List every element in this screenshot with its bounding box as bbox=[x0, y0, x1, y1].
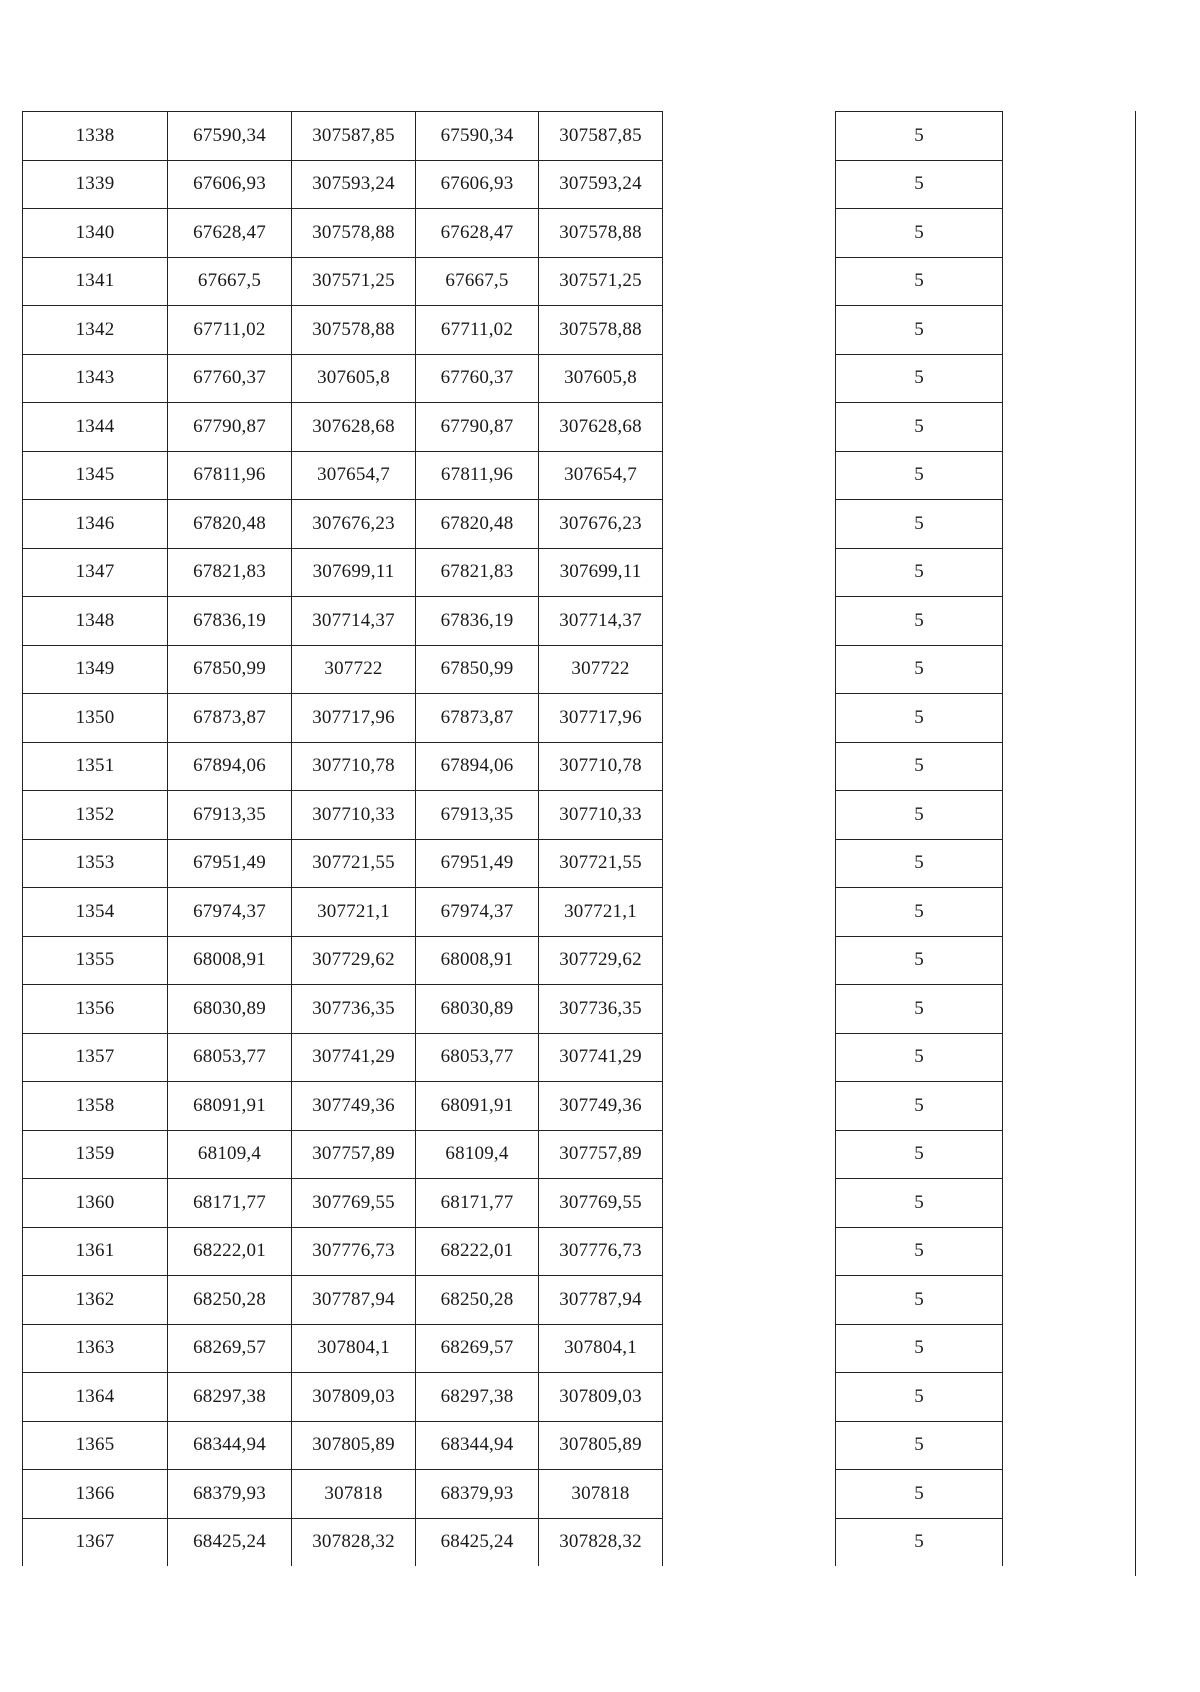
y-coordinate-repeat-cell: 307769,55 bbox=[539, 1179, 663, 1228]
point-number-cell: 1366 bbox=[23, 1470, 168, 1519]
y-coordinate-repeat-cell: 307805,89 bbox=[539, 1421, 663, 1470]
x-coordinate-cell: 68008,91 bbox=[168, 936, 292, 985]
table-row bbox=[836, 112, 1003, 161]
table-row bbox=[836, 160, 1003, 209]
point-number-cell: 1350 bbox=[23, 694, 168, 743]
table-row bbox=[23, 403, 663, 452]
table-row bbox=[23, 548, 663, 597]
table-row bbox=[23, 354, 663, 403]
x-coordinate-repeat-cell: 67711,02 bbox=[416, 306, 539, 355]
y-coordinate-cell: 307769,55 bbox=[292, 1179, 416, 1228]
table-row bbox=[23, 936, 663, 985]
y-coordinate-repeat-cell: 307804,1 bbox=[539, 1324, 663, 1373]
y-coordinate-cell: 307729,62 bbox=[292, 936, 416, 985]
table-row bbox=[836, 1082, 1003, 1131]
table-row bbox=[23, 888, 663, 937]
value-cell: 5 bbox=[836, 1324, 1003, 1373]
y-coordinate-repeat-cell: 307776,73 bbox=[539, 1227, 663, 1276]
x-coordinate-cell: 68344,94 bbox=[168, 1421, 292, 1470]
x-coordinate-repeat-cell: 68425,24 bbox=[416, 1518, 539, 1566]
table-row bbox=[23, 1373, 663, 1422]
value-cell: 5 bbox=[836, 1033, 1003, 1082]
table-row bbox=[836, 645, 1003, 694]
table-row bbox=[836, 985, 1003, 1034]
value-cell: 5 bbox=[836, 500, 1003, 549]
value-cell: 5 bbox=[836, 1470, 1003, 1519]
point-number-cell: 1357 bbox=[23, 1033, 168, 1082]
table-row bbox=[836, 1324, 1003, 1373]
y-coordinate-cell: 307818 bbox=[292, 1470, 416, 1519]
value-cell: 5 bbox=[836, 645, 1003, 694]
point-number-cell: 1339 bbox=[23, 160, 168, 209]
y-coordinate-cell: 307605,8 bbox=[292, 354, 416, 403]
y-coordinate-cell: 307578,88 bbox=[292, 209, 416, 258]
table-row bbox=[23, 451, 663, 500]
x-coordinate-repeat-cell: 67873,87 bbox=[416, 694, 539, 743]
table-row bbox=[836, 888, 1003, 937]
y-coordinate-repeat-cell: 307571,25 bbox=[539, 257, 663, 306]
y-coordinate-repeat-cell: 307818 bbox=[539, 1470, 663, 1519]
y-coordinate-cell: 307749,36 bbox=[292, 1082, 416, 1131]
value-cell: 5 bbox=[836, 257, 1003, 306]
x-coordinate-repeat-cell: 67811,96 bbox=[416, 451, 539, 500]
table-row bbox=[23, 791, 663, 840]
x-coordinate-cell: 67667,5 bbox=[168, 257, 292, 306]
y-coordinate-cell: 307721,1 bbox=[292, 888, 416, 937]
coordinates-table bbox=[22, 111, 663, 1566]
value-table bbox=[835, 111, 1003, 1566]
x-coordinate-repeat-cell: 68379,93 bbox=[416, 1470, 539, 1519]
point-number-cell: 1355 bbox=[23, 936, 168, 985]
x-coordinate-cell: 68222,01 bbox=[168, 1227, 292, 1276]
x-coordinate-repeat-cell: 67760,37 bbox=[416, 354, 539, 403]
point-number-cell: 1353 bbox=[23, 839, 168, 888]
y-coordinate-repeat-cell: 307721,1 bbox=[539, 888, 663, 937]
y-coordinate-cell: 307714,37 bbox=[292, 597, 416, 646]
table-row bbox=[23, 1227, 663, 1276]
y-coordinate-cell: 307787,94 bbox=[292, 1276, 416, 1325]
x-coordinate-repeat-cell: 67790,87 bbox=[416, 403, 539, 452]
y-coordinate-repeat-cell: 307722 bbox=[539, 645, 663, 694]
y-coordinate-repeat-cell: 307736,35 bbox=[539, 985, 663, 1034]
table-row bbox=[23, 1421, 663, 1470]
x-coordinate-cell: 67873,87 bbox=[168, 694, 292, 743]
y-coordinate-repeat-cell: 307628,68 bbox=[539, 403, 663, 452]
table-row bbox=[836, 1179, 1003, 1228]
x-coordinate-repeat-cell: 68171,77 bbox=[416, 1179, 539, 1228]
table-row bbox=[836, 1276, 1003, 1325]
y-coordinate-cell: 307805,89 bbox=[292, 1421, 416, 1470]
value-cell: 5 bbox=[836, 548, 1003, 597]
x-coordinate-cell: 68269,57 bbox=[168, 1324, 292, 1373]
y-coordinate-cell: 307676,23 bbox=[292, 500, 416, 549]
point-number-cell: 1358 bbox=[23, 1082, 168, 1131]
table-row bbox=[23, 160, 663, 209]
table-row bbox=[836, 257, 1003, 306]
point-number-cell: 1359 bbox=[23, 1130, 168, 1179]
table-row bbox=[836, 597, 1003, 646]
point-number-cell: 1365 bbox=[23, 1421, 168, 1470]
table-row bbox=[836, 694, 1003, 743]
y-coordinate-repeat-cell: 307741,29 bbox=[539, 1033, 663, 1082]
table-row bbox=[23, 112, 663, 161]
y-coordinate-cell: 307593,24 bbox=[292, 160, 416, 209]
x-coordinate-cell: 67836,19 bbox=[168, 597, 292, 646]
x-coordinate-repeat-cell: 67836,19 bbox=[416, 597, 539, 646]
y-coordinate-cell: 307571,25 bbox=[292, 257, 416, 306]
x-coordinate-repeat-cell: 68297,38 bbox=[416, 1373, 539, 1422]
table-row bbox=[836, 1033, 1003, 1082]
x-coordinate-repeat-cell: 67667,5 bbox=[416, 257, 539, 306]
value-cell: 5 bbox=[836, 985, 1003, 1034]
x-coordinate-repeat-cell: 68091,91 bbox=[416, 1082, 539, 1131]
table-row bbox=[836, 936, 1003, 985]
y-coordinate-repeat-cell: 307676,23 bbox=[539, 500, 663, 549]
y-coordinate-cell: 307776,73 bbox=[292, 1227, 416, 1276]
x-coordinate-repeat-cell: 68269,57 bbox=[416, 1324, 539, 1373]
point-number-cell: 1342 bbox=[23, 306, 168, 355]
x-coordinate-cell: 67790,87 bbox=[168, 403, 292, 452]
point-number-cell: 1338 bbox=[23, 112, 168, 161]
point-number-cell: 1361 bbox=[23, 1227, 168, 1276]
x-coordinate-cell: 67974,37 bbox=[168, 888, 292, 937]
y-coordinate-repeat-cell: 307729,62 bbox=[539, 936, 663, 985]
x-coordinate-cell: 67951,49 bbox=[168, 839, 292, 888]
point-number-cell: 1354 bbox=[23, 888, 168, 937]
point-number-cell: 1352 bbox=[23, 791, 168, 840]
table-row bbox=[23, 694, 663, 743]
x-coordinate-repeat-cell: 68222,01 bbox=[416, 1227, 539, 1276]
y-coordinate-cell: 307717,96 bbox=[292, 694, 416, 743]
table-row bbox=[23, 500, 663, 549]
x-coordinate-repeat-cell: 67606,93 bbox=[416, 160, 539, 209]
table-row bbox=[836, 451, 1003, 500]
table-row bbox=[23, 1324, 663, 1373]
y-coordinate-cell: 307809,03 bbox=[292, 1373, 416, 1422]
x-coordinate-repeat-cell: 67894,06 bbox=[416, 742, 539, 791]
y-coordinate-cell: 307710,33 bbox=[292, 791, 416, 840]
y-coordinate-cell: 307628,68 bbox=[292, 403, 416, 452]
table-row bbox=[23, 1179, 663, 1228]
table-row bbox=[23, 1033, 663, 1082]
table-row bbox=[836, 1227, 1003, 1276]
table-row bbox=[836, 791, 1003, 840]
table-row bbox=[836, 500, 1003, 549]
table-row bbox=[23, 985, 663, 1034]
x-coordinate-repeat-cell: 67974,37 bbox=[416, 888, 539, 937]
table-row bbox=[23, 1276, 663, 1325]
value-table-body bbox=[836, 112, 1003, 1567]
point-number-cell: 1349 bbox=[23, 645, 168, 694]
y-coordinate-repeat-cell: 307710,33 bbox=[539, 791, 663, 840]
value-cell: 5 bbox=[836, 791, 1003, 840]
y-coordinate-repeat-cell: 307749,36 bbox=[539, 1082, 663, 1131]
table-row bbox=[23, 257, 663, 306]
point-number-cell: 1344 bbox=[23, 403, 168, 452]
x-coordinate-repeat-cell: 67628,47 bbox=[416, 209, 539, 258]
table-row bbox=[836, 742, 1003, 791]
x-coordinate-repeat-cell: 67913,35 bbox=[416, 791, 539, 840]
value-cell: 5 bbox=[836, 1421, 1003, 1470]
table-row bbox=[23, 839, 663, 888]
value-cell: 5 bbox=[836, 742, 1003, 791]
table-row bbox=[23, 597, 663, 646]
y-coordinate-repeat-cell: 307828,32 bbox=[539, 1518, 663, 1566]
value-cell: 5 bbox=[836, 1518, 1003, 1566]
x-coordinate-cell: 68250,28 bbox=[168, 1276, 292, 1325]
x-coordinate-cell: 68091,91 bbox=[168, 1082, 292, 1131]
x-coordinate-cell: 68053,77 bbox=[168, 1033, 292, 1082]
point-number-cell: 1364 bbox=[23, 1373, 168, 1422]
point-number-cell: 1348 bbox=[23, 597, 168, 646]
point-number-cell: 1347 bbox=[23, 548, 168, 597]
y-coordinate-cell: 307757,89 bbox=[292, 1130, 416, 1179]
y-coordinate-cell: 307828,32 bbox=[292, 1518, 416, 1566]
y-coordinate-cell: 307710,78 bbox=[292, 742, 416, 791]
x-coordinate-repeat-cell: 67951,49 bbox=[416, 839, 539, 888]
value-cell: 5 bbox=[836, 694, 1003, 743]
x-coordinate-cell: 68171,77 bbox=[168, 1179, 292, 1228]
y-coordinate-cell: 307741,29 bbox=[292, 1033, 416, 1082]
x-coordinate-cell: 68030,89 bbox=[168, 985, 292, 1034]
point-number-cell: 1356 bbox=[23, 985, 168, 1034]
x-coordinate-repeat-cell: 68250,28 bbox=[416, 1276, 539, 1325]
x-coordinate-cell: 67760,37 bbox=[168, 354, 292, 403]
point-number-cell: 1362 bbox=[23, 1276, 168, 1325]
table-row bbox=[23, 306, 663, 355]
y-coordinate-cell: 307578,88 bbox=[292, 306, 416, 355]
x-coordinate-repeat-cell: 67590,34 bbox=[416, 112, 539, 161]
x-coordinate-cell: 68425,24 bbox=[168, 1518, 292, 1566]
value-cell: 5 bbox=[836, 209, 1003, 258]
value-cell: 5 bbox=[836, 112, 1003, 161]
y-coordinate-cell: 307699,11 bbox=[292, 548, 416, 597]
point-number-cell: 1367 bbox=[23, 1518, 168, 1566]
y-coordinate-repeat-cell: 307654,7 bbox=[539, 451, 663, 500]
table-row bbox=[23, 1130, 663, 1179]
x-coordinate-cell: 67628,47 bbox=[168, 209, 292, 258]
table-row bbox=[836, 306, 1003, 355]
right-margin-rule bbox=[1135, 111, 1136, 1576]
point-number-cell: 1346 bbox=[23, 500, 168, 549]
value-cell: 5 bbox=[836, 160, 1003, 209]
y-coordinate-cell: 307722 bbox=[292, 645, 416, 694]
point-number-cell: 1363 bbox=[23, 1324, 168, 1373]
x-coordinate-repeat-cell: 68008,91 bbox=[416, 936, 539, 985]
table-row bbox=[23, 1518, 663, 1566]
value-cell: 5 bbox=[836, 839, 1003, 888]
table-row bbox=[836, 1373, 1003, 1422]
y-coordinate-repeat-cell: 307717,96 bbox=[539, 694, 663, 743]
point-number-cell: 1341 bbox=[23, 257, 168, 306]
x-coordinate-cell: 67606,93 bbox=[168, 160, 292, 209]
value-cell: 5 bbox=[836, 1276, 1003, 1325]
table-row bbox=[23, 209, 663, 258]
x-coordinate-repeat-cell: 68030,89 bbox=[416, 985, 539, 1034]
table-row bbox=[23, 645, 663, 694]
table-row bbox=[836, 1518, 1003, 1566]
value-cell: 5 bbox=[836, 1227, 1003, 1276]
table-row bbox=[23, 1470, 663, 1519]
point-number-cell: 1343 bbox=[23, 354, 168, 403]
y-coordinate-repeat-cell: 307578,88 bbox=[539, 209, 663, 258]
coordinates-table-body bbox=[23, 112, 663, 1567]
table-row bbox=[836, 839, 1003, 888]
value-cell: 5 bbox=[836, 1179, 1003, 1228]
x-coordinate-repeat-cell: 67821,83 bbox=[416, 548, 539, 597]
x-coordinate-cell: 67913,35 bbox=[168, 791, 292, 840]
y-coordinate-repeat-cell: 307809,03 bbox=[539, 1373, 663, 1422]
x-coordinate-cell: 67821,83 bbox=[168, 548, 292, 597]
y-coordinate-repeat-cell: 307757,89 bbox=[539, 1130, 663, 1179]
y-coordinate-repeat-cell: 307710,78 bbox=[539, 742, 663, 791]
y-coordinate-repeat-cell: 307721,55 bbox=[539, 839, 663, 888]
y-coordinate-cell: 307654,7 bbox=[292, 451, 416, 500]
table-row bbox=[836, 209, 1003, 258]
table-row bbox=[836, 403, 1003, 452]
point-number-cell: 1345 bbox=[23, 451, 168, 500]
value-cell: 5 bbox=[836, 451, 1003, 500]
x-coordinate-repeat-cell: 67850,99 bbox=[416, 645, 539, 694]
y-coordinate-repeat-cell: 307587,85 bbox=[539, 112, 663, 161]
x-coordinate-cell: 67711,02 bbox=[168, 306, 292, 355]
y-coordinate-cell: 307736,35 bbox=[292, 985, 416, 1034]
x-coordinate-cell: 67590,34 bbox=[168, 112, 292, 161]
table-row bbox=[836, 1421, 1003, 1470]
x-coordinate-cell: 67811,96 bbox=[168, 451, 292, 500]
x-coordinate-repeat-cell: 68053,77 bbox=[416, 1033, 539, 1082]
point-number-cell: 1360 bbox=[23, 1179, 168, 1228]
x-coordinate-repeat-cell: 68109,4 bbox=[416, 1130, 539, 1179]
y-coordinate-cell: 307721,55 bbox=[292, 839, 416, 888]
x-coordinate-cell: 68109,4 bbox=[168, 1130, 292, 1179]
x-coordinate-cell: 67820,48 bbox=[168, 500, 292, 549]
value-cell: 5 bbox=[836, 597, 1003, 646]
value-cell: 5 bbox=[836, 936, 1003, 985]
point-number-cell: 1340 bbox=[23, 209, 168, 258]
value-cell: 5 bbox=[836, 888, 1003, 937]
x-coordinate-cell: 67850,99 bbox=[168, 645, 292, 694]
y-coordinate-repeat-cell: 307605,8 bbox=[539, 354, 663, 403]
value-cell: 5 bbox=[836, 1373, 1003, 1422]
table-row bbox=[23, 1082, 663, 1131]
point-number-cell: 1351 bbox=[23, 742, 168, 791]
y-coordinate-repeat-cell: 307714,37 bbox=[539, 597, 663, 646]
table-row bbox=[836, 354, 1003, 403]
x-coordinate-cell: 67894,06 bbox=[168, 742, 292, 791]
x-coordinate-cell: 68379,93 bbox=[168, 1470, 292, 1519]
value-cell: 5 bbox=[836, 1130, 1003, 1179]
table-row bbox=[836, 1470, 1003, 1519]
value-cell: 5 bbox=[836, 306, 1003, 355]
y-coordinate-repeat-cell: 307578,88 bbox=[539, 306, 663, 355]
table-row bbox=[23, 742, 663, 791]
value-cell: 5 bbox=[836, 1082, 1003, 1131]
x-coordinate-cell: 68297,38 bbox=[168, 1373, 292, 1422]
table-row bbox=[836, 1130, 1003, 1179]
value-cell: 5 bbox=[836, 403, 1003, 452]
y-coordinate-cell: 307804,1 bbox=[292, 1324, 416, 1373]
table-row bbox=[836, 548, 1003, 597]
y-coordinate-repeat-cell: 307699,11 bbox=[539, 548, 663, 597]
y-coordinate-cell: 307587,85 bbox=[292, 112, 416, 161]
x-coordinate-repeat-cell: 68344,94 bbox=[416, 1421, 539, 1470]
y-coordinate-repeat-cell: 307787,94 bbox=[539, 1276, 663, 1325]
y-coordinate-repeat-cell: 307593,24 bbox=[539, 160, 663, 209]
x-coordinate-repeat-cell: 67820,48 bbox=[416, 500, 539, 549]
value-cell: 5 bbox=[836, 354, 1003, 403]
